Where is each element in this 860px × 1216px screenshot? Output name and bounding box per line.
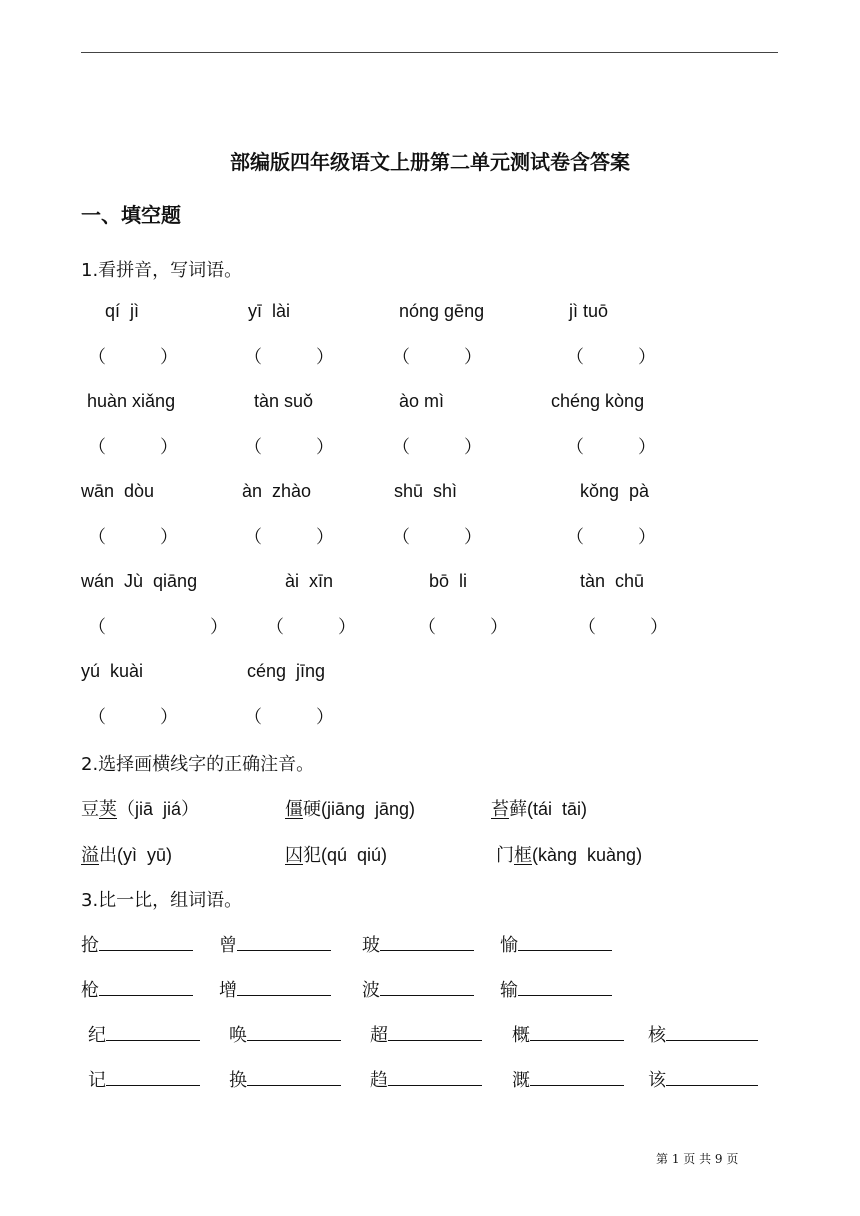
question-2-title: 2.选择画横线字的正确注音。 — [81, 754, 315, 775]
pinyin: ài xīn — [285, 571, 334, 591]
word-item[interactable]: 玻 — [362, 931, 474, 957]
word-item[interactable]: 概 — [512, 1021, 624, 1047]
word-item[interactable]: 愉 — [500, 931, 612, 957]
pinyin: àn zhào — [242, 481, 312, 501]
word-item[interactable]: 唤 — [229, 1021, 341, 1047]
word-item[interactable]: 记 — [88, 1066, 200, 1092]
word-item[interactable]: 核 — [648, 1021, 758, 1047]
word-item[interactable]: 超 — [370, 1021, 482, 1047]
pinyin: yī lài — [248, 301, 291, 321]
underlined-character: 僵 — [285, 799, 303, 820]
pinyin: tàn chū — [580, 571, 645, 591]
pronunciation-item: 门框(kàng kuàng) — [496, 845, 643, 866]
pinyin: kǒng pà — [580, 481, 650, 501]
section-heading: 一、填空题 — [81, 203, 181, 227]
pinyin: bō li — [429, 571, 468, 591]
question-3-title: 3.比一比，组词语。 — [81, 890, 243, 911]
page-footer: 第 1 页 共 9 页 — [656, 1152, 739, 1166]
word-item[interactable]: 曾 — [219, 931, 331, 957]
word-item[interactable]: 趋 — [370, 1066, 482, 1092]
word-item[interactable]: 溉 — [512, 1066, 624, 1092]
word-item[interactable]: 枪 — [81, 976, 193, 1002]
word-item[interactable]: 抢 — [81, 931, 193, 957]
underlined-character: 溢 — [81, 845, 99, 866]
pronunciation-item: 溢出(yì yū) — [81, 845, 173, 866]
pinyin: shū shì — [394, 481, 458, 501]
underlined-character: 框 — [514, 845, 532, 866]
word-item[interactable]: 纪 — [88, 1021, 200, 1047]
word-item[interactable]: 输 — [500, 976, 612, 1002]
pinyin: chéng kòng — [551, 391, 645, 411]
pinyin: jì tuō — [569, 301, 609, 321]
question-1-title: 1.看拼音，写词语。 — [81, 260, 243, 281]
pinyin: wān dòu — [81, 481, 155, 501]
pinyin: céng jīng — [247, 661, 326, 681]
header-rule — [81, 52, 778, 53]
pinyin: huàn xiǎng — [87, 391, 176, 411]
pinyin: ào mì — [399, 391, 445, 411]
pronunciation-item: 豆荚（jiā jiá） — [81, 799, 200, 820]
pinyin: yú kuài — [81, 661, 144, 681]
pinyin: tàn suǒ — [254, 391, 314, 411]
word-item[interactable]: 波 — [362, 976, 474, 1002]
underlined-character: 囚 — [285, 845, 303, 866]
pronunciation-item: 苔藓(tái tāi) — [491, 799, 588, 820]
underlined-character: 苔 — [491, 799, 509, 820]
underlined-character: 荚 — [99, 799, 117, 820]
page-title: 部编版四年级语文上册第二单元测试卷含答案 — [230, 150, 630, 174]
word-item[interactable]: 增 — [219, 976, 331, 1002]
pinyin: qí jì — [105, 301, 140, 321]
pronunciation-item: 僵硬(jiāng jāng) — [285, 799, 416, 820]
word-item[interactable]: 换 — [229, 1066, 341, 1092]
word-item[interactable]: 该 — [648, 1066, 758, 1092]
pronunciation-item: 囚犯(qú qiú) — [285, 845, 388, 866]
pinyin: wán Jù qiāng — [81, 571, 198, 591]
pinyin: nóng gēng — [399, 301, 485, 321]
